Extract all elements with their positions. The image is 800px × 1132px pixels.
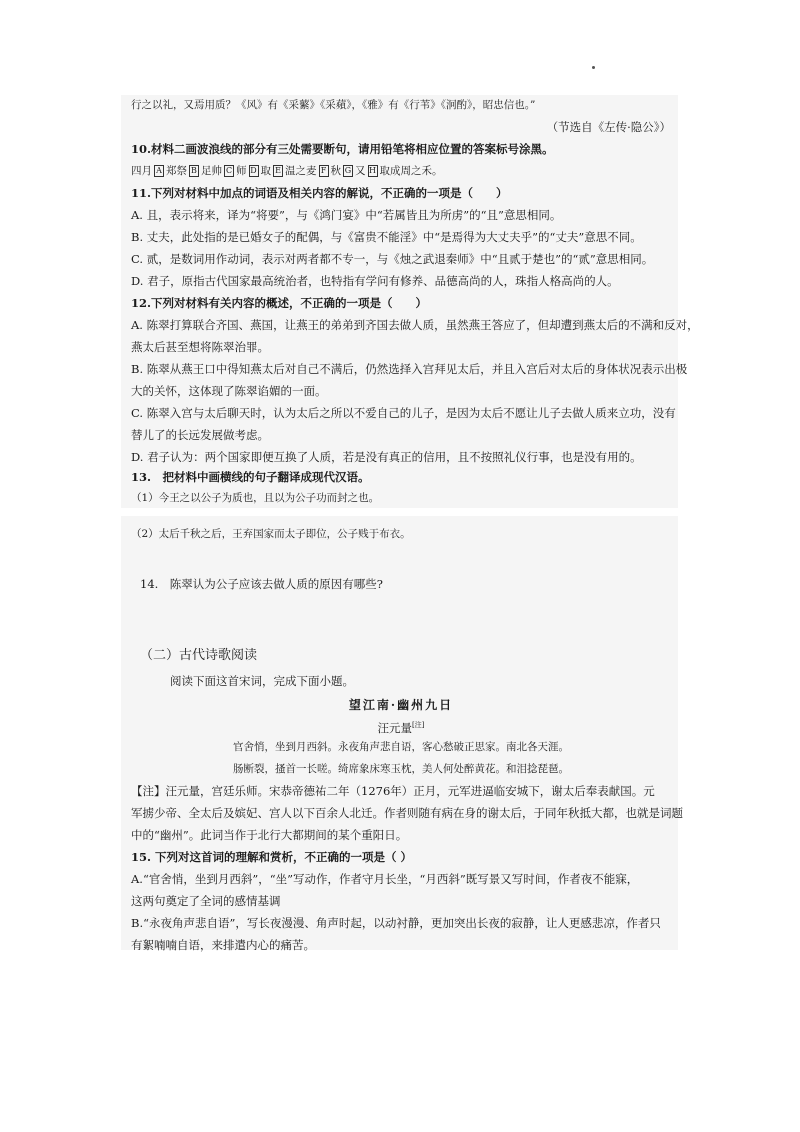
poem-title-text: 望江南·幽州九日 bbox=[348, 698, 454, 712]
poem-title bbox=[131, 694, 671, 716]
poem-author-text: 汪元量 bbox=[377, 720, 413, 735]
q10-mark-f[interactable]: F bbox=[319, 165, 329, 177]
q12-stem: 12.下列对材料有关内容的概述，不正确的一项是（ ） bbox=[131, 296, 428, 310]
q10-mark-e[interactable]: E bbox=[273, 165, 283, 177]
q10-mark-d[interactable]: D bbox=[250, 166, 257, 175]
passage-end: 行之以礼，又焉用质？《风》有《采蘩》《采蘋》，《雅》有《行苇》《泂酌》，昭忠信也。” bbox=[131, 99, 536, 111]
poem-line-1: 官舍悄，坐到月西斜。永夜角声悲自语，客心愁破正思家。南北各天涯。 bbox=[233, 741, 569, 753]
q12-option-b[interactable]: B. 陈翠从燕王口中得知燕太后对自己不满后，仍然选择入宫拜见太后，并且入宫后对太后的身体状况表示出极 bbox=[131, 362, 688, 376]
section-instruction: 阅读下面这首宋词，完成下面小题。 bbox=[170, 674, 354, 688]
q10-sentence bbox=[131, 160, 671, 182]
page-mark bbox=[592, 66, 595, 69]
q11-stem: 11.下列对材料中加点的词语及相关内容的解说，不正确的一项是（ ） bbox=[131, 186, 508, 200]
q10-segment: 郑祭 bbox=[166, 165, 187, 177]
poem-note-1: 【注】汪元量，宫廷乐师。宋恭帝德祐二年（1276年）正月，元军进逼临安城下，谢太后奉表献国。元 bbox=[131, 784, 655, 798]
q10-segment: 足帅 bbox=[201, 165, 222, 177]
q10-segment: 取 bbox=[260, 165, 271, 177]
passage-source: （节选自《左传·隐公》） bbox=[546, 120, 671, 134]
q12-option-a-cont: 燕太后甚至想将陈翠治罪。 bbox=[131, 340, 269, 354]
q10-mark-c[interactable]: C bbox=[225, 166, 233, 175]
q10-stem: 10.材料二画波浪线的部分有三处需要断句，请用铅笔将相应位置的答案标号涂黑。 bbox=[131, 142, 554, 156]
q13-item-1: （1）今王之以公子为质也，且以为公子功而封之也。 bbox=[131, 492, 380, 504]
q10-mark-a[interactable]: A bbox=[154, 165, 164, 177]
q15-option-b[interactable]: B.“永夜角声悲自语”，写长夜漫漫、角声时起，以动衬静，更加突出长夜的寂静，让人更感悲凉，作者只 bbox=[131, 916, 661, 930]
q11-option-c[interactable]: C. 贰，是数词用作动词，表示对两者都不专一，与《烛之武退秦师》中“且贰于楚也”的“贰”意思相同。 bbox=[131, 252, 654, 266]
q10-mark-g[interactable]: G bbox=[344, 166, 352, 175]
q10-segment: 又 bbox=[355, 165, 366, 177]
q11-option-b[interactable]: B. 丈夫，此处指的是已婚女子的配偶，与《富贵不能淫》中“是焉得为大丈夫乎”的“丈夫”意思不同。 bbox=[131, 230, 642, 244]
q15-option-a-cont: 这两句奠定了全词的感情基调 bbox=[131, 894, 281, 908]
poem-line-2: 肠断裂，搔首一长嗟。绮席象床寒玉枕，美人何处醉黄花。和泪捻琵琶。 bbox=[233, 763, 569, 775]
q12-option-a[interactable]: A. 陈翠打算联合齐国、燕国，让燕王的弟弟到齐国去做人质，虽然燕王答应了，但却遭到燕太后的不满和反对， bbox=[131, 318, 699, 332]
q12-option-c[interactable]: C. 陈翠入宫与太后聊天时，认为太后之所以不爱自己的儿子，是因为太后不愿让儿子去做人质来立功，没有 bbox=[131, 406, 676, 420]
q10-segment: 取成周之禾。 bbox=[379, 165, 443, 177]
q10-segment: 温之麦 bbox=[285, 165, 317, 177]
poem-note-3: 中的“幽州”。此词当作于北行大都期间的某个重阳日。 bbox=[131, 828, 408, 842]
q12-option-d[interactable]: D. 君子认为：两个国家即便互换了人质，若是没有真正的信用，且不按照礼仪行事，也是没有用的。 bbox=[131, 450, 642, 464]
q10-segment: 秋 bbox=[330, 165, 341, 177]
q10-segment: 师 bbox=[236, 165, 247, 177]
q15-option-b-cont: 有絮喃喃自语，来排遣内心的痛苦。 bbox=[131, 938, 315, 952]
q13-stem: 13. 把材料中画横线的句子翻译成现代汉语。 bbox=[131, 470, 370, 484]
poem-note-2: 军掳少帝、全太后及嫔妃、宫人以下百余人北迁。作者则随有病在身的谢太后，于同年秋抵大都，也就是词题 bbox=[131, 806, 683, 820]
q12-option-c-cont: 替儿了的长远发展做考虑。 bbox=[131, 428, 269, 442]
page-gap bbox=[121, 508, 678, 516]
q15-stem: 15. 下列对这首词的理解和赏析，不正确的一项是（ ） bbox=[131, 850, 413, 864]
q12-option-b-cont: 大的关怀，这体现了陈翠谄媚的一面。 bbox=[131, 384, 327, 398]
q14-stem: 14. 陈翠认为公子应该去做人质的原因有哪些? bbox=[140, 577, 383, 591]
author-note-mark: [注] bbox=[412, 721, 425, 729]
q10-segment: 四月 bbox=[131, 165, 152, 177]
q15-option-a[interactable]: A.“官舍悄，坐到月西斜”，“坐”写动作，作者守月长坐，“月西斜”既写景又写时间，作者夜不能寐， bbox=[131, 872, 639, 886]
q11-option-a[interactable]: A. 且，表示将来，译为“将要”，与《鸿门宴》中“若属皆且为所虏”的“且”意思相同。 bbox=[131, 208, 562, 222]
q10-mark-h[interactable]: H bbox=[369, 166, 376, 175]
q13-item-2: （2）太后千秋之后，王弃国家而太子即位，公子贱于布衣。 bbox=[131, 528, 411, 540]
section-title: （二）古代诗歌阅读 bbox=[140, 648, 258, 663]
q11-option-d[interactable]: D. 君子，原指古代国家最高统治者，也特指有学问有修养、品德高尚的人，珠指人格高尚的人。 bbox=[131, 274, 619, 288]
q10-mark-b[interactable]: B bbox=[189, 165, 199, 177]
